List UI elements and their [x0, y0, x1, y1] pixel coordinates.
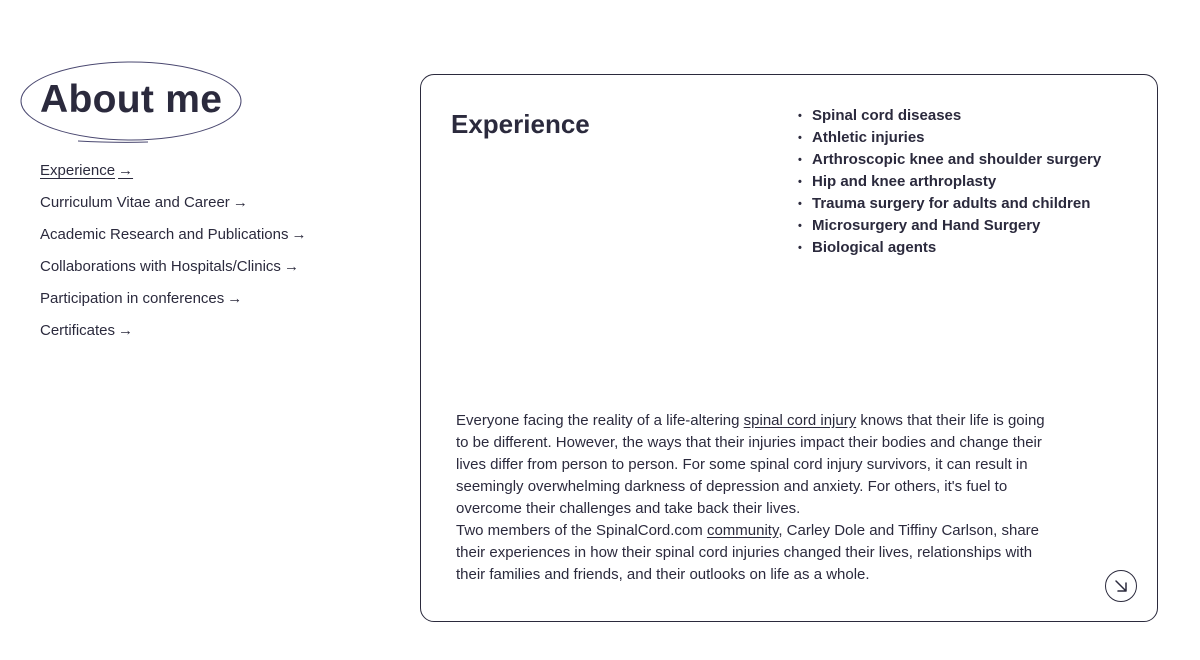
- sidebar-item-label[interactable]: Certificates: [40, 322, 116, 339]
- description-paragraph: [456, 520, 1056, 586]
- title-block: [20, 61, 242, 143]
- list-item: • Microsurgery and Hand Surgery: [798, 215, 1101, 237]
- sidebar-link-experience[interactable]: [40, 162, 133, 179]
- arrow-right-icon: →: [118, 162, 134, 179]
- paragraph-text: Everyone facing the reality of a life-altering: [456, 412, 744, 429]
- sidebar-item-experience[interactable]: [40, 160, 306, 192]
- sidebar-item-label[interactable]: Experience: [40, 162, 116, 179]
- sidebar-item-label[interactable]: Academic Research and Publications: [40, 226, 289, 243]
- sidebar-item-research[interactable]: [40, 224, 306, 256]
- sidebar-link-certificates[interactable]: [40, 322, 133, 339]
- sidebar-link-conferences[interactable]: [40, 290, 242, 307]
- specialties-list: [798, 105, 1101, 259]
- list-item: • Biological agents: [798, 237, 1101, 259]
- arrow-right-icon: →: [291, 226, 307, 243]
- description-paragraph: [456, 410, 1056, 520]
- sidebar-item-label[interactable]: Collaborations with Hospitals/Clinics: [40, 258, 281, 275]
- expand-button[interactable]: [1105, 570, 1137, 602]
- spinal-cord-injury-link[interactable]: spinal cord injury: [743, 412, 857, 429]
- experience-card: [420, 74, 1158, 622]
- list-item: • Trauma surgery for adults and children: [798, 193, 1101, 215]
- page-title: About me: [40, 78, 223, 121]
- paragraph-text: knows that their life is going to be different. However, the ways that their injuries impact their bodies and change their lives differ from person to person. For some spinal cord injury survivors, it can result in seemingly overwhelming darkness of depression and anxiety. For others, it's fuel to overcome their challenges and take back their lives.: [456, 412, 1045, 517]
- list-item: • Arthroscopic knee and shoulder surgery: [798, 149, 1101, 171]
- sidebar-link-cv-career[interactable]: [40, 194, 248, 211]
- experience-description: [456, 410, 1056, 586]
- sidebar-item-cv-career[interactable]: [40, 192, 306, 224]
- paragraph-text: Two members of the SpinalCord.com: [456, 522, 707, 539]
- arrow-right-icon: →: [227, 290, 243, 307]
- list-item: • Hip and knee arthroplasty: [798, 171, 1101, 193]
- sidebar-item-label[interactable]: Curriculum Vitae and Career: [40, 194, 230, 211]
- arrow-right-icon: →: [283, 258, 299, 275]
- sidebar-link-research[interactable]: [40, 226, 306, 243]
- arrow-down-right-icon: [1114, 579, 1128, 593]
- community-link[interactable]: community: [706, 522, 779, 539]
- list-item: • Athletic injuries: [798, 127, 1101, 149]
- arrow-right-icon: →: [232, 194, 248, 211]
- sidebar-item-conferences[interactable]: [40, 288, 306, 320]
- arrow-right-icon: →: [118, 322, 134, 339]
- sidebar-link-collaborations[interactable]: [40, 258, 299, 275]
- sidebar-item-collaborations[interactable]: [40, 256, 306, 288]
- sidebar-nav: [40, 160, 306, 352]
- sidebar-item-certificates[interactable]: [40, 320, 306, 352]
- paragraph-text: , Carley Dole and Tiffiny Carlson, share their experiences in how their spinal cord injuries changed their lives, relationships with their families and friends, and their outlooks on life as a whole.: [456, 522, 1040, 583]
- list-item: • Spinal cord diseases: [798, 105, 1101, 127]
- sidebar-item-label[interactable]: Participation in conferences: [40, 290, 225, 307]
- card-title: Experience: [451, 109, 590, 139]
